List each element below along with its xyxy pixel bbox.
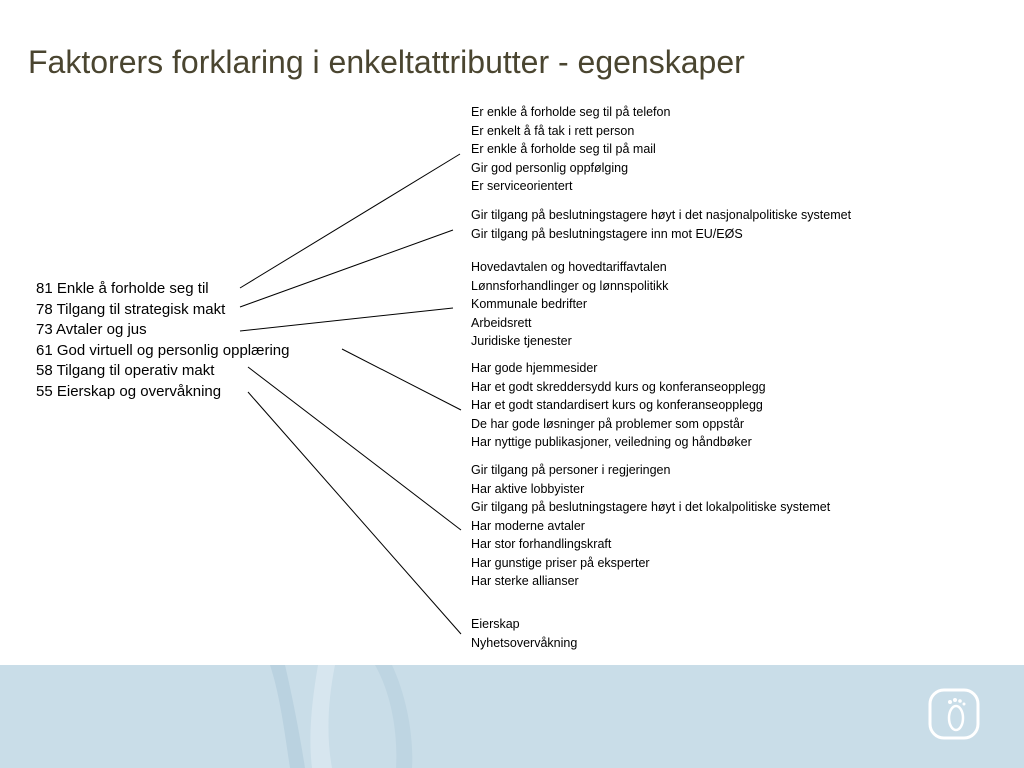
page-title: Faktorers forklaring i enkeltattributter - egenskaper bbox=[28, 44, 745, 80]
attribute-item: Lønnsforhandlinger og lønnspolitikk bbox=[471, 278, 669, 293]
factor-item: 58 Tilgang til operativ makt bbox=[36, 362, 215, 379]
attribute-item: Kommunale bedrifter bbox=[471, 297, 588, 311]
attribute-item: Nyhetsovervåkning bbox=[471, 635, 578, 650]
connector-line bbox=[240, 154, 460, 288]
attribute-item: Gir tilgang på personer i regjeringen bbox=[471, 463, 671, 477]
attribute-item: Gir tilgang på beslutningstagere inn mot EU/EØS bbox=[471, 226, 743, 241]
attribute-item: Er enkle å forholde seg til på mail bbox=[471, 142, 656, 156]
footprint-logo-icon bbox=[926, 686, 982, 747]
attribute-item: Har stor forhandlingskraft bbox=[471, 537, 612, 551]
attribute-item: Gir god personlig oppfølging bbox=[471, 160, 629, 175]
factor-item: 78 Tilgang til strategisk makt bbox=[36, 300, 226, 318]
footer-band bbox=[0, 665, 1024, 768]
attribute-item: Har sterke allianser bbox=[471, 574, 579, 588]
attribute-item: Juridiske tjenester bbox=[471, 334, 572, 348]
factor-item: 81 Enkle å forholde seg til bbox=[36, 280, 209, 297]
attribute-item: Har et godt skreddersydd kurs og konferanseopplegg bbox=[471, 379, 766, 394]
attribute-item: Har nyttige publikasjoner, veiledning og håndbøker bbox=[471, 435, 752, 449]
factor-item: 73 Avtaler og jus bbox=[36, 321, 147, 338]
attribute-item: Gir tilgang på beslutningstagere høyt i det nasjonalpolitiske systemet bbox=[471, 208, 852, 222]
footer-wave-decoration bbox=[0, 665, 1024, 768]
attribute-item: Er enkle å forholde seg til på telefon bbox=[471, 105, 671, 119]
attribute-item: Har gunstige priser på eksperter bbox=[471, 555, 650, 570]
attribute-item: Er serviceorientert bbox=[471, 179, 573, 193]
attribute-item: Arbeidsrett bbox=[471, 315, 532, 330]
attribute-item: Er enkelt å få tak i rett person bbox=[471, 123, 635, 138]
factor-item: 55 Eierskap og overvåkning bbox=[36, 382, 222, 400]
connector-line bbox=[248, 367, 461, 530]
attribute-item: Gir tilgang på beslutningstagere høyt i det lokalpolitiske systemet bbox=[471, 500, 831, 514]
attribute-item: De har gode løsninger på problemer som oppstår bbox=[471, 416, 745, 431]
attribute-item: Har gode hjemmesider bbox=[471, 361, 598, 375]
factor-item: 61 God virtuell og personlig opplæring bbox=[36, 341, 290, 359]
attribute-item: Eierskap bbox=[471, 617, 520, 631]
connector-line bbox=[240, 308, 453, 331]
attribute-item: Har et godt standardisert kurs og konferanseopplegg bbox=[471, 398, 763, 412]
attribute-item: Har moderne avtaler bbox=[471, 518, 585, 533]
attribute-item: Hovedavtalen og hovedtariffavtalen bbox=[471, 260, 667, 274]
connector-line bbox=[342, 349, 461, 410]
connector-line bbox=[248, 392, 461, 634]
attribute-item: Har aktive lobbyister bbox=[471, 481, 585, 496]
